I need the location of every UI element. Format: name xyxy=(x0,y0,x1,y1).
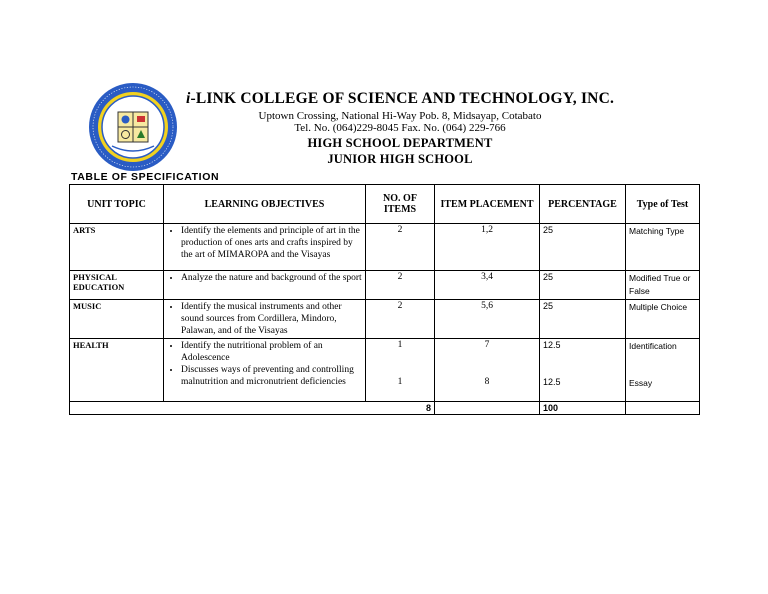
col-header-learning-objectives: LEARNING OBJECTIVES xyxy=(164,185,366,224)
col-header-type-of-test: Type of Test xyxy=(626,185,700,224)
items-value: 1 xyxy=(397,377,403,387)
objective-item: • Identify the musical instruments and other sound sources from Cordillera, Mindoro, Palawan, and of the Visayas xyxy=(181,301,362,337)
test-type-cell xyxy=(626,339,700,402)
table-row xyxy=(70,224,700,271)
unit-topic-cell: MUSIC xyxy=(70,300,164,339)
percentage-cell: 25 xyxy=(540,271,626,300)
placement-value: 7 xyxy=(484,340,490,350)
percentage-cell xyxy=(540,339,626,402)
college-name xyxy=(180,90,620,108)
empty-cell xyxy=(626,402,700,415)
test-type-value: Essay xyxy=(629,378,653,388)
placement-cell: 3,4 xyxy=(435,271,540,300)
unit-topic-cell: HEALTH xyxy=(70,339,164,402)
table-title: TABLE OF SPECIFICATION xyxy=(71,171,220,183)
items-cell: 2 xyxy=(366,224,435,271)
placement-value: 8 xyxy=(484,377,490,387)
col-header-percentage: PERCENTAGE xyxy=(540,185,626,224)
objective-item: • Discusses ways of preventing and controlling malnutrition and micronutrient deficiencies xyxy=(181,364,362,388)
college-address: Uptown Crossing, National Hi-Way Pob. 8, Midsayap, Cotabato xyxy=(258,110,542,122)
specification-table xyxy=(69,184,700,415)
totals-row xyxy=(70,402,700,415)
percentage-value: 12.5 xyxy=(543,340,561,350)
placement-cell: 1,2 xyxy=(435,224,540,271)
percentage-value: 12.5 xyxy=(543,377,561,387)
empty-cell xyxy=(435,402,540,415)
objective-item: • Identify the elements and principle of art in the production of ones arts and crafts inspired by the art of MIMAROPA and the Visayas xyxy=(181,225,362,261)
objective-cell xyxy=(164,339,366,402)
col-header-no-of-items: NO. OF ITEMS xyxy=(366,185,435,224)
test-type-cell: Matching Type xyxy=(626,224,700,271)
total-percentage-cell: 100 xyxy=(540,402,626,415)
items-cell: 2 xyxy=(366,300,435,339)
unit-topic-cell: PHYSICAL EDUCATION xyxy=(70,271,164,300)
college-prefix: i xyxy=(185,90,191,107)
objective-cell xyxy=(164,300,366,339)
test-type-value: Identification xyxy=(629,341,677,351)
items-cell xyxy=(366,339,435,402)
table-row xyxy=(70,339,700,402)
placement-cell xyxy=(435,339,540,402)
percentage-cell: 25 xyxy=(540,300,626,339)
level-title: JUNIOR HIGH SCHOOL xyxy=(327,152,473,166)
letterhead xyxy=(180,90,620,167)
total-items-cell: 8 xyxy=(70,402,435,415)
test-type-cell: Multiple Choice xyxy=(626,300,700,339)
school-seal-logo xyxy=(88,82,178,172)
percentage-cell: 25 xyxy=(540,224,626,271)
placement-cell: 5,6 xyxy=(435,300,540,339)
objective-item: • Identify the nutritional problem of an Adolescence xyxy=(181,340,362,364)
col-header-item-placement: ITEM PLACEMENT xyxy=(435,185,540,224)
college-name-text: -LINK COLLEGE OF SCIENCE AND TECHNOLOGY, INC. xyxy=(190,90,615,107)
objective-cell xyxy=(164,271,366,300)
test-type-cell: Modified True or False xyxy=(626,271,700,300)
items-cell: 2 xyxy=(366,271,435,300)
col-header-unit-topic: UNIT TOPIC xyxy=(70,185,164,224)
objective-item: • Analyze the nature and background of the sport xyxy=(181,272,362,284)
table-header-row xyxy=(70,185,700,224)
objective-cell xyxy=(164,224,366,271)
table-row xyxy=(70,271,700,300)
unit-topic-cell: ARTS xyxy=(70,224,164,271)
department-title: HIGH SCHOOL DEPARTMENT xyxy=(307,136,493,150)
items-value: 1 xyxy=(397,340,403,350)
table-row xyxy=(70,300,700,339)
college-contact: Tel. No. (064)229-8045 Fax. No. (064) 229-766 xyxy=(294,122,506,134)
